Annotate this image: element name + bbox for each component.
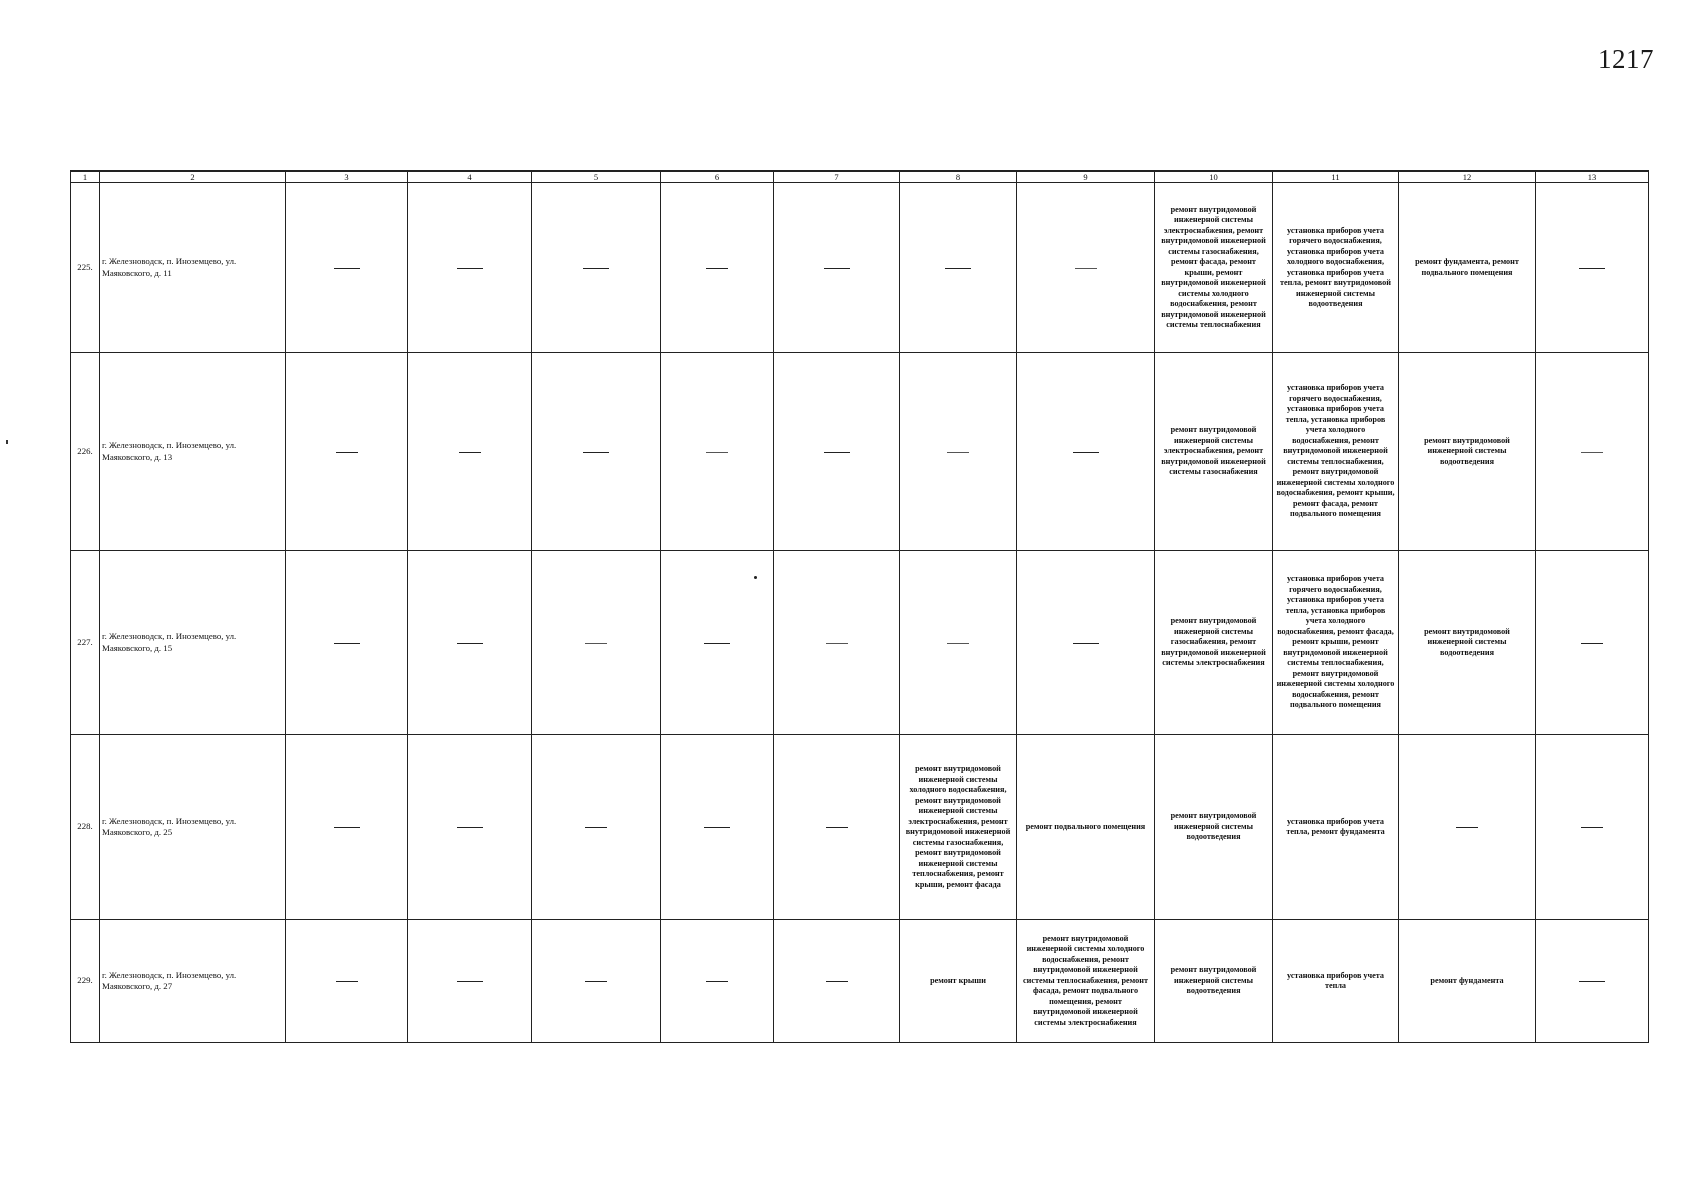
- dash-mark: [706, 452, 728, 453]
- row-number: 225.: [71, 183, 100, 353]
- works-cell: установка приборов учета тепла, ремонт фундамента: [1273, 735, 1399, 920]
- works-cell: установка приборов учета горячего водоснабжения, установка приборов учета холодного водоснабжения, установка приборов учета тепла, ремонт внутридомовой инженерной системы водоотведения: [1273, 183, 1399, 353]
- address-cell: г. Железноводск, п. Иноземцево, ул. Маяковского, д. 15: [100, 551, 286, 735]
- empty-cell-dash: [661, 735, 774, 920]
- dash-mark: [457, 643, 483, 644]
- works-cell: ремонт внутридомовой инженерной системы электроснабжения, ремонт внутридомовой инженерной системы газоснабжения, ремонт фасада, ремонт крыши, ремонт внутридомовой инженерной системы холодного водоснабжения, ремонт внутридомовой инженерной системы теплоснабжения: [1155, 183, 1273, 353]
- empty-cell-dash: [286, 353, 408, 551]
- empty-cell-dash: [661, 551, 774, 735]
- empty-cell-dash: [1017, 551, 1155, 735]
- dash-mark: [824, 268, 850, 269]
- empty-cell-dash: [661, 183, 774, 353]
- empty-cell-dash: [1017, 183, 1155, 353]
- address-cell: г. Железноводск, п. Иноземцево, ул. Маяковского, д. 27: [100, 920, 286, 1043]
- column-header: 9: [1017, 171, 1155, 183]
- dash-mark: [826, 981, 848, 982]
- empty-cell-dash: [900, 551, 1017, 735]
- dash-mark: [334, 268, 360, 269]
- address-cell: г. Железноводск, п. Иноземцево, ул. Маяковского, д. 13: [100, 353, 286, 551]
- empty-cell-dash: [532, 551, 661, 735]
- empty-cell-dash: [774, 920, 900, 1043]
- dash-mark: [706, 268, 728, 269]
- dash-mark: [583, 452, 609, 453]
- dash-mark: [1075, 268, 1097, 269]
- dash-mark: [585, 981, 607, 982]
- works-cell: ремонт крыши: [900, 920, 1017, 1043]
- row-number: 226.: [71, 353, 100, 551]
- works-cell: ремонт внутридомовой инженерной системы водоотведения: [1399, 353, 1536, 551]
- empty-cell-dash: [1399, 735, 1536, 920]
- dash-mark: [1579, 268, 1605, 269]
- table-row: [71, 353, 1649, 551]
- dash-mark: [334, 827, 360, 828]
- empty-cell-dash: [408, 353, 532, 551]
- dash-mark: [585, 827, 607, 828]
- empty-cell-dash: [661, 353, 774, 551]
- dash-mark: [947, 643, 969, 644]
- table-row: [71, 735, 1649, 920]
- column-header: 2: [100, 171, 286, 183]
- empty-cell-dash: [900, 353, 1017, 551]
- dash-mark: [826, 827, 848, 828]
- works-cell: ремонт внутридомовой инженерной системы газоснабжения, ремонт внутридомовой инженерной системы электроснабжения: [1155, 551, 1273, 735]
- table-row: [71, 183, 1649, 353]
- table-row: [71, 920, 1649, 1043]
- works-cell: ремонт фундамента: [1399, 920, 1536, 1043]
- row-number: 227.: [71, 551, 100, 735]
- column-header: 7: [774, 171, 900, 183]
- empty-cell-dash: [408, 735, 532, 920]
- works-cell: ремонт внутридомовой инженерной системы электроснабжения, ремонт внутридомовой инженерной системы газоснабжения: [1155, 353, 1273, 551]
- works-cell: ремонт внутридомовой инженерной системы холодного водоснабжения, ремонт внутридомовой инженерной системы электроснабжения, ремонт внутридомовой инженерной системы газоснабжения, ремонт внутридомовой инженерной системы теплоснабжения, ремонт крыши, ремонт фасада: [900, 735, 1017, 920]
- address-cell: г. Железноводск, п. Иноземцево, ул. Маяковского, д. 25: [100, 735, 286, 920]
- column-header: 1: [71, 171, 100, 183]
- column-header: 3: [286, 171, 408, 183]
- column-header: 11: [1273, 171, 1399, 183]
- empty-cell-dash: [286, 735, 408, 920]
- empty-cell-dash: [408, 183, 532, 353]
- empty-cell-dash: [774, 735, 900, 920]
- column-header: 12: [1399, 171, 1536, 183]
- column-header: 6: [661, 171, 774, 183]
- dash-mark: [457, 268, 483, 269]
- works-cell: ремонт подвального помещения: [1017, 735, 1155, 920]
- empty-cell-dash: [1017, 353, 1155, 551]
- dash-mark: [583, 268, 609, 269]
- dash-mark: [1456, 827, 1478, 828]
- empty-cell-dash: [774, 353, 900, 551]
- empty-cell-dash: [408, 920, 532, 1043]
- empty-cell-dash: [408, 551, 532, 735]
- empty-cell-dash: [1536, 353, 1649, 551]
- dash-mark: [704, 827, 730, 828]
- column-header: 13: [1536, 171, 1649, 183]
- empty-cell-dash: [286, 551, 408, 735]
- empty-cell-dash: [774, 183, 900, 353]
- empty-cell-dash: [661, 920, 774, 1043]
- empty-cell-dash: [1536, 735, 1649, 920]
- empty-cell-dash: [1536, 551, 1649, 735]
- row-number: 229.: [71, 920, 100, 1043]
- dash-mark: [947, 452, 969, 453]
- dash-mark: [1581, 452, 1603, 453]
- row-number: 228.: [71, 735, 100, 920]
- address-cell: г. Железноводск, п. Иноземцево, ул. Маяковского, д. 11: [100, 183, 286, 353]
- dash-mark: [334, 643, 360, 644]
- dash-mark: [457, 827, 483, 828]
- empty-cell-dash: [286, 920, 408, 1043]
- column-header: 8: [900, 171, 1017, 183]
- works-cell: ремонт внутридомовой инженерной системы водоотведения: [1155, 920, 1273, 1043]
- empty-cell-dash: [532, 920, 661, 1043]
- empty-cell-dash: [532, 183, 661, 353]
- empty-cell-dash: [774, 551, 900, 735]
- dash-mark: [704, 643, 730, 644]
- dash-mark: [1581, 827, 1603, 828]
- empty-cell-dash: [532, 353, 661, 551]
- empty-cell-dash: [1536, 183, 1649, 353]
- column-number-row: [71, 171, 1649, 183]
- dash-mark: [1073, 643, 1099, 644]
- dash-mark: [1581, 643, 1603, 644]
- dash-mark: [459, 452, 481, 453]
- dash-mark: [336, 452, 358, 453]
- repair-schedule-table: [70, 170, 1649, 1043]
- dash-mark: [826, 643, 848, 644]
- works-cell: установка приборов учета горячего водоснабжения, установка приборов учета тепла, установка приборов учета холодного водоснабжения, ремонт фасада, ремонт крыши, ремонт внутридомовой инженерной системы теплоснабжения, ремонт внутридомовой инженерной системы холодного водоснабжения, ремонт подвального помещения: [1273, 551, 1399, 735]
- dash-mark: [336, 981, 358, 982]
- works-cell: установка приборов учета горячего водоснабжения, установка приборов учета тепла, установка приборов учета холодного водоснабжения, ремонт внутридомовой инженерной системы теплоснабжения, ремонт внутридомовой инженерной системы холодного водоснабжения, ремонт крыши, ремонт фасада, ремонт подвального помещения: [1273, 353, 1399, 551]
- empty-cell-dash: [286, 183, 408, 353]
- works-cell: ремонт внутридомовой инженерной системы холодного водоснабжения, ремонт внутридомовой инженерной системы теплоснабжения, ремонт фасада, ремонт подвального помещения, ремонт внутридомовой инженерной системы электроснабжения: [1017, 920, 1155, 1043]
- column-header: 4: [408, 171, 532, 183]
- works-cell: ремонт внутридомовой инженерной системы водоотведения: [1155, 735, 1273, 920]
- dash-mark: [457, 981, 483, 982]
- column-header: 5: [532, 171, 661, 183]
- dash-mark: [1579, 981, 1605, 982]
- empty-cell-dash: [532, 735, 661, 920]
- works-cell: ремонт внутридомовой инженерной системы водоотведения: [1399, 551, 1536, 735]
- column-header: 10: [1155, 171, 1273, 183]
- works-cell: установка приборов учета тепла: [1273, 920, 1399, 1043]
- table-row: [71, 551, 1649, 735]
- page-number: 1217: [1598, 44, 1654, 74]
- scan-artifact-mark: [6, 440, 8, 444]
- dash-mark: [945, 268, 971, 269]
- dash-mark: [824, 452, 850, 453]
- dash-mark: [706, 981, 728, 982]
- empty-cell-dash: [900, 183, 1017, 353]
- works-cell: ремонт фундамента, ремонт подвального помещения: [1399, 183, 1536, 353]
- empty-cell-dash: [1536, 920, 1649, 1043]
- dash-mark: [585, 643, 607, 644]
- dash-mark: [1073, 452, 1099, 453]
